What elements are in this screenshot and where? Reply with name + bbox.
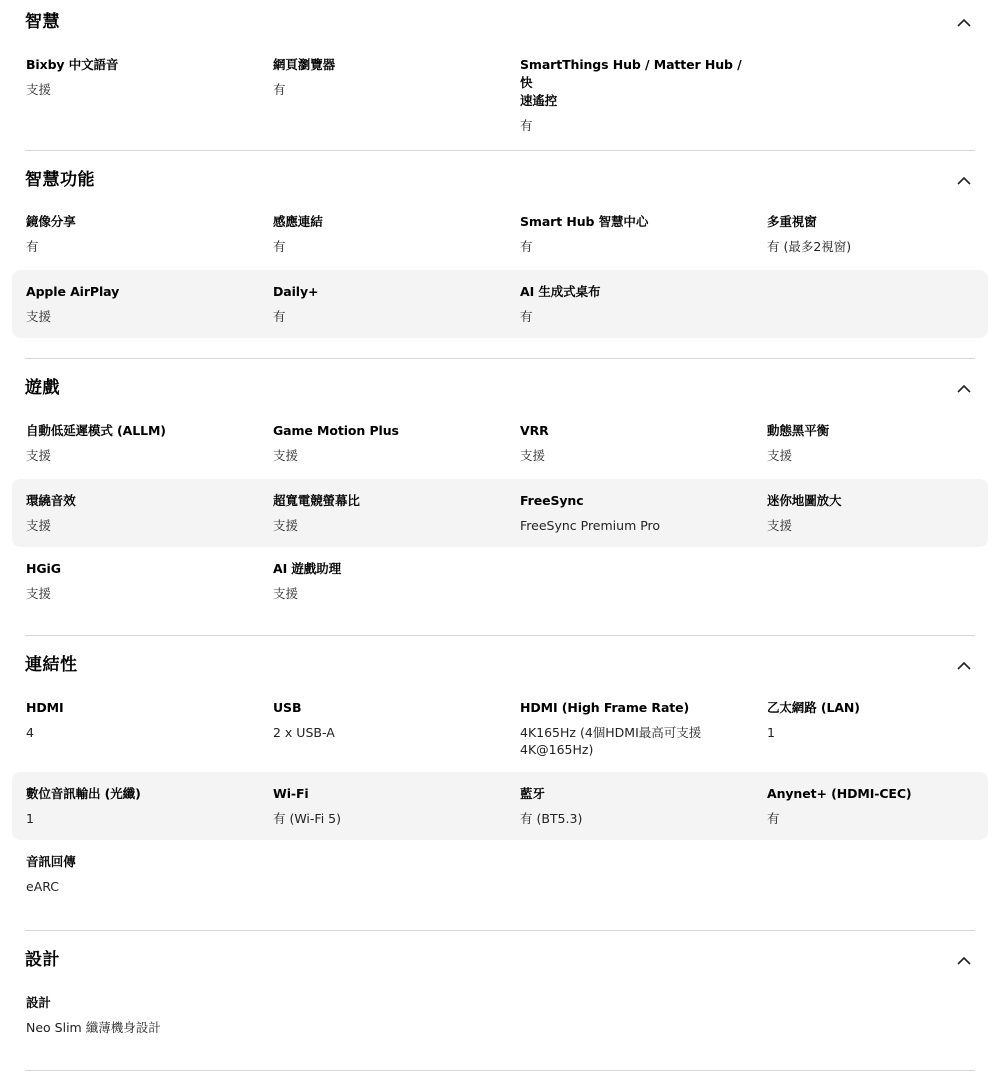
spec-item bbox=[26, 492, 266, 534]
spec-label: SmartThings Hub / Matter Hub / 快 速遙控 bbox=[520, 57, 742, 108]
spec-item bbox=[26, 994, 266, 1036]
spec-value: 有 (BT5.3) bbox=[520, 811, 583, 826]
chevron-up-icon[interactable] bbox=[953, 12, 975, 34]
spec-value: 有 (Wi-Fi 5) bbox=[273, 811, 341, 826]
spec-row bbox=[12, 270, 988, 338]
spec-value: 1 bbox=[26, 811, 34, 826]
spec-value: 有 bbox=[520, 239, 533, 254]
spec-label: Daily+ bbox=[273, 284, 319, 299]
spec-item bbox=[767, 785, 1000, 827]
spec-label: HGiG bbox=[26, 561, 61, 576]
spec-value: 支援 bbox=[26, 586, 52, 601]
spec-label: HDMI (High Frame Rate) bbox=[520, 700, 690, 715]
spec-value: eARC bbox=[26, 879, 60, 894]
chevron-up-icon[interactable] bbox=[953, 378, 975, 400]
spec-row bbox=[12, 207, 988, 275]
section-title: 遊戲 bbox=[25, 378, 60, 398]
spec-item bbox=[767, 492, 1000, 534]
section-header-smart[interactable] bbox=[25, 10, 975, 40]
spec-label: 環繞音效 bbox=[26, 493, 76, 508]
spec-label: Wi-Fi bbox=[273, 786, 309, 801]
spec-item bbox=[767, 422, 1000, 464]
spec-item bbox=[273, 699, 513, 741]
spec-value: 有 bbox=[767, 811, 780, 826]
spec-value: 有 bbox=[520, 309, 533, 324]
spec-row bbox=[12, 841, 988, 909]
spec-label: AI 遊戲助理 bbox=[273, 561, 341, 576]
spec-row bbox=[12, 50, 988, 133]
spec-item bbox=[273, 492, 513, 534]
spec-label: 迷你地圖放大 bbox=[767, 493, 842, 508]
spec-value: 支援 bbox=[767, 518, 793, 533]
spec-value: 有 bbox=[520, 118, 533, 133]
spec-label: 自動低延遲模式 (ALLM) bbox=[26, 423, 166, 438]
spec-value: 4K165Hz (4個HDMI最高可支援 4K@165Hz) bbox=[520, 725, 702, 757]
spec-label: Bixby 中文語音 bbox=[26, 57, 119, 72]
spec-value: 4 bbox=[26, 725, 34, 740]
spec-label: FreeSync bbox=[520, 493, 584, 508]
spec-item bbox=[767, 699, 1000, 741]
spec-item bbox=[273, 283, 513, 325]
section-divider bbox=[25, 635, 975, 636]
spec-label: 設計 bbox=[26, 995, 51, 1010]
spec-label: 音訊回傳 bbox=[26, 854, 76, 869]
spec-value: 有 bbox=[26, 239, 39, 254]
section-header-smart-features[interactable] bbox=[25, 168, 975, 198]
spec-value: 支援 bbox=[273, 518, 299, 533]
spec-value: 1 bbox=[767, 725, 775, 740]
spec-value: 支援 bbox=[26, 448, 52, 463]
section-title: 智慧 bbox=[25, 12, 60, 32]
spec-label: HDMI bbox=[26, 700, 64, 715]
spec-label: 多重視窗 bbox=[767, 214, 817, 229]
chevron-up-icon[interactable] bbox=[953, 950, 975, 972]
spec-label: 數位音訊輸出 (光纖) bbox=[26, 786, 141, 801]
spec-item bbox=[520, 422, 760, 464]
spec-label: 鏡像分享 bbox=[26, 214, 76, 229]
spec-value: 支援 bbox=[26, 518, 52, 533]
spec-value: 有 bbox=[273, 309, 286, 324]
section-header-design[interactable] bbox=[25, 948, 975, 978]
spec-label: Game Motion Plus bbox=[273, 423, 399, 438]
spec-label: 藍牙 bbox=[520, 786, 545, 801]
spec-label: Smart Hub 智慧中心 bbox=[520, 214, 649, 229]
spec-value: Neo Slim 纖薄機身設計 bbox=[26, 1020, 161, 1035]
spec-item bbox=[520, 56, 750, 134]
section-divider bbox=[25, 358, 975, 359]
spec-item bbox=[26, 422, 266, 464]
section-divider bbox=[25, 1070, 975, 1071]
spec-value: 有 bbox=[273, 239, 286, 254]
spec-label: AI 生成式桌布 bbox=[520, 284, 601, 299]
section-divider bbox=[25, 150, 975, 151]
spec-value: 有 bbox=[273, 82, 286, 97]
spec-item bbox=[26, 56, 266, 98]
section-header-gaming[interactable] bbox=[25, 376, 975, 406]
spec-item bbox=[273, 785, 513, 827]
spec-row bbox=[12, 988, 988, 1056]
spec-value: 支援 bbox=[273, 586, 299, 601]
spec-value: 支援 bbox=[767, 448, 793, 463]
spec-value: 支援 bbox=[273, 448, 299, 463]
spec-item bbox=[26, 283, 266, 325]
spec-item bbox=[767, 213, 1000, 255]
spec-label: Apple AirPlay bbox=[26, 284, 120, 299]
spec-item bbox=[273, 56, 513, 98]
section-title: 連結性 bbox=[25, 655, 78, 675]
spec-item bbox=[26, 213, 266, 255]
spec-row bbox=[12, 479, 988, 547]
spec-row bbox=[12, 772, 988, 840]
spec-item bbox=[26, 785, 266, 827]
spec-value: 支援 bbox=[26, 82, 52, 97]
spec-row bbox=[12, 416, 988, 484]
spec-row bbox=[12, 548, 988, 616]
spec-item bbox=[26, 699, 266, 741]
spec-value: FreeSync Premium Pro bbox=[520, 518, 661, 533]
spec-label: Anynet+ (HDMI-CEC) bbox=[767, 786, 912, 801]
spec-value: 支援 bbox=[26, 309, 52, 324]
section-title: 智慧功能 bbox=[25, 170, 95, 190]
spec-value: 支援 bbox=[520, 448, 546, 463]
chevron-up-icon[interactable] bbox=[953, 170, 975, 192]
spec-item bbox=[520, 492, 760, 534]
chevron-up-icon[interactable] bbox=[953, 655, 975, 677]
spec-item bbox=[520, 283, 760, 325]
spec-item bbox=[273, 213, 513, 255]
spec-item bbox=[520, 213, 760, 255]
spec-label: VRR bbox=[520, 423, 549, 438]
spec-label: 網頁瀏覽器 bbox=[273, 57, 336, 72]
spec-value: 2 x USB-A bbox=[273, 725, 335, 740]
section-divider bbox=[25, 930, 975, 931]
section-header-connectivity[interactable] bbox=[25, 653, 975, 683]
spec-label: USB bbox=[273, 700, 302, 715]
spec-label: 動態黑平衡 bbox=[767, 423, 830, 438]
spec-row bbox=[12, 693, 988, 761]
spec-value: 有 (最多2視窗) bbox=[767, 239, 852, 254]
spec-label: 超寬電競螢幕比 bbox=[273, 493, 360, 508]
spec-item bbox=[520, 699, 760, 758]
spec-item bbox=[273, 422, 513, 464]
section-title: 設計 bbox=[25, 950, 60, 970]
spec-item bbox=[26, 853, 266, 895]
spec-label: 乙太網路 (LAN) bbox=[767, 700, 860, 715]
spec-item bbox=[273, 560, 513, 602]
spec-item bbox=[26, 560, 266, 602]
spec-item bbox=[520, 785, 760, 827]
spec-label: 感應連結 bbox=[273, 214, 323, 229]
